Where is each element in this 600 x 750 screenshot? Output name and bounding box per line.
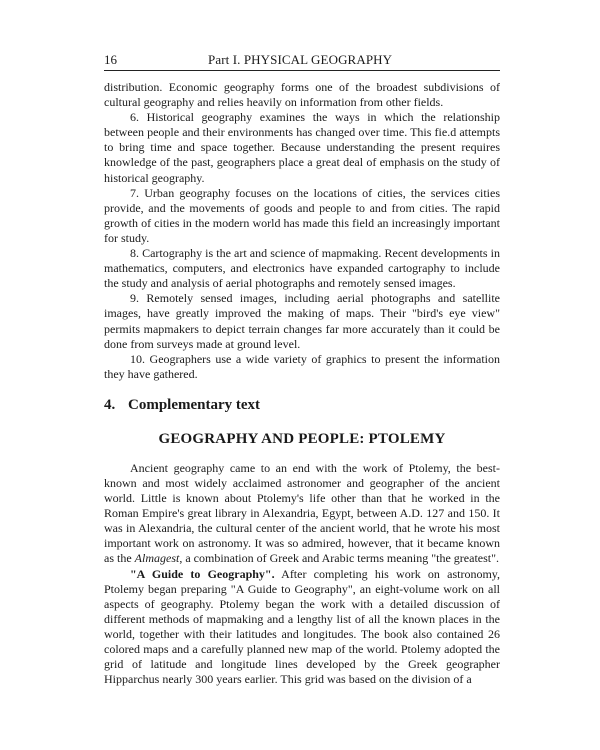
paragraph-guide-to-geography <box>104 567 500 688</box>
intro-text-end: , a combination of Greek and Arabic terms meaning "the greatest". <box>179 551 500 566</box>
running-header <box>104 52 500 68</box>
intro-text: Ancient geography came to an end with the work of Ptolemy, the best-known and most widely acclaimed astronomer and geographer of the ancient world. Little is known about Ptolemy's life other than that he worked in the Roman Empire's great library in Alexandria, Egypt, between A.D. 127 and 150. It was in Alexandria, the cultural center of the ancient world, that he wrote his most important work on astronomy. It was so admired, however, that it became known as the <box>104 460 500 566</box>
paragraph-urban-geography: 7. Urban geography focuses on the locations of cities, the services cities provide, and the movements of goods and people to and from cities. The rapid growth of cities in the modern world has made this field an increasingly important for study. <box>104 185 500 245</box>
header-rule <box>104 70 500 71</box>
paragraph-remote-sensing: 9. Remotely sensed images, including aerial photographs and satellite images, have greatly improved the making of maps. Their "bird's eye view" permits mapmakers to depict terrain changes far more accurately than it could be done from surveys made at ground level. <box>104 291 500 351</box>
section-number: 4. <box>104 396 116 413</box>
paragraph-graphics: 10. Geographers use a wide variety of graphics to present the information they have gathered. <box>104 351 500 381</box>
part-title: Part I. PHYSICAL GEOGRAPHY <box>208 52 393 67</box>
section-title: Complementary text <box>128 396 261 413</box>
almagest-italic: Almagest <box>134 551 180 566</box>
guide-text: After completing his work on astronomy, Ptolemy began preparing "A Guide to Geography", an eight-volume work on all aspects of geography. Ptolemy began the work with a detailed discussion of different methods of mapmaking and a lengthy list of all the known places in the world, together with their latitudes and longitudes. The book also contained 26 colored maps and a carefully planned new map of the world. Ptolemy adopted the grid of latitude and longitude lines developed by the Greek geographer Hipparchus nearly 300 years earlier. This grid was based on the division of a <box>104 566 500 687</box>
article-title: GEOGRAPHY AND PEOPLE: PTOLEMY <box>158 430 446 447</box>
page-number: 16 <box>104 52 117 67</box>
paragraph-ptolemy-intro <box>104 461 500 567</box>
paragraph-cartography: 8. Cartography is the art and science of mapmaking. Recent developments in mathematics, computers, and electronics have expanded cartography to include the study and analysis of aerial photographs and remotely sensed images. <box>104 246 500 291</box>
paragraph-continued: distribution. Economic geography forms one of the broadest subdivisions of cultural geography and relies heavily on information from other fields. <box>104 80 500 110</box>
guide-heading: "A Guide to Geography". <box>130 566 275 581</box>
page-body <box>104 80 500 687</box>
paragraph-historical-geography: 6. Historical geography examines the ways in which the relationship between people and their environments has changed over time. This fie.d attempts to bring time and space together. Because understanding the present requires knowledge of the past, geographers place a great deal of emphasis on the study of historical geography. <box>104 110 500 185</box>
section-heading <box>104 395 500 415</box>
